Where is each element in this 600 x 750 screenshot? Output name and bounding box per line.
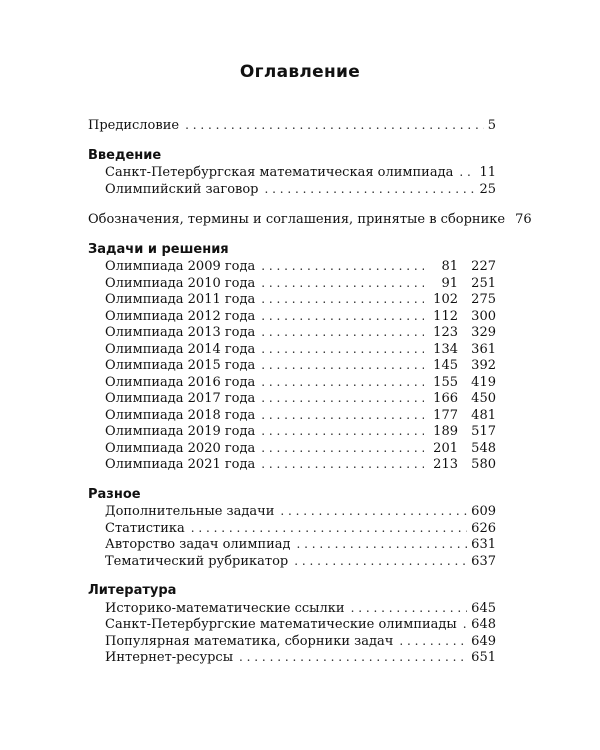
toc-entry-preface[interactable] xyxy=(88,117,496,134)
dot-leader xyxy=(399,633,467,650)
dot-leader xyxy=(463,616,467,633)
dot-leader xyxy=(261,291,424,308)
toc-entry-page: 649 xyxy=(471,633,496,649)
section-heading-misc: Разное xyxy=(88,486,141,502)
toc-entry[interactable] xyxy=(88,440,496,457)
toc-entry-label: Олимпиада 2015 года xyxy=(105,358,256,373)
toc-entry-label: Популярная математика, сборники задач xyxy=(105,633,394,649)
toc-entry-label: Олимпиада 2020 года xyxy=(105,440,256,456)
dot-leader xyxy=(261,324,424,341)
toc-entry-solutions-page: 481 xyxy=(471,407,496,423)
dot-leader xyxy=(280,503,467,520)
dot-leader xyxy=(261,374,424,391)
toc-entry[interactable] xyxy=(88,520,496,537)
toc-entry-label: Олимпийский заговор xyxy=(105,181,259,197)
toc-entry-solutions-page: 392 xyxy=(471,358,496,373)
toc-entry-page: 631 xyxy=(471,537,496,552)
toc-entry-solutions-page: 329 xyxy=(471,325,496,340)
dot-leader xyxy=(261,258,424,275)
toc-entry-solutions-page: 548 xyxy=(471,440,496,456)
toc-entry-problems-page: 177 xyxy=(433,407,458,423)
dot-leader xyxy=(459,164,475,181)
toc-entry-label: Олимпиада 2009 года xyxy=(105,259,256,274)
toc-entry-label: Олимпиада 2018 года xyxy=(105,407,256,423)
dot-leader xyxy=(261,407,424,424)
dot-leader xyxy=(261,357,424,374)
toc-entry[interactable] xyxy=(88,553,496,570)
toc-entry[interactable] xyxy=(88,291,496,308)
toc-entry-solutions-page: 361 xyxy=(471,341,496,357)
toc-entry-problems-page: 145 xyxy=(433,358,458,373)
dot-leader xyxy=(351,600,468,617)
section-heading-problems: Задачи и решения xyxy=(88,241,229,257)
toc-entry[interactable] xyxy=(88,164,496,181)
toc-entry-label: Олимпиада 2011 года xyxy=(105,292,256,307)
toc-entry-label: Обозначения, термины и соглашения, принятые в сборнике xyxy=(88,212,506,227)
misc-list xyxy=(88,503,496,569)
toc-entry[interactable] xyxy=(88,181,496,198)
toc-entry[interactable] xyxy=(88,649,496,666)
toc-entry-page: 648 xyxy=(471,617,496,632)
toc-entry-solutions-page: 275 xyxy=(471,292,496,307)
toc-entry-page: 25 xyxy=(479,181,496,197)
toc-entry[interactable] xyxy=(88,341,496,358)
toc-entry-page: 651 xyxy=(471,650,496,665)
problems-list xyxy=(88,258,496,473)
toc-entry-label: Олимпиада 2021 года xyxy=(105,457,256,472)
toc-entry-label: Статистика xyxy=(105,520,185,536)
table-of-contents xyxy=(88,117,532,666)
dot-leader xyxy=(297,536,468,553)
toc-entry-label: Олимпиада 2019 года xyxy=(105,424,256,439)
toc-entry[interactable] xyxy=(88,616,496,633)
dot-leader xyxy=(261,456,424,473)
dot-leader xyxy=(261,423,424,440)
toc-entry-solutions-page: 251 xyxy=(471,275,496,291)
toc-entry-problems-page: 81 xyxy=(441,259,458,274)
dot-leader xyxy=(261,308,424,325)
toc-entry[interactable] xyxy=(88,536,496,553)
dot-leader xyxy=(191,520,467,537)
toc-entry-problems-page: 201 xyxy=(433,440,458,456)
toc-entry-label: Предисловие xyxy=(88,118,180,133)
dot-leader xyxy=(261,341,424,358)
toc-entry-label: Олимпиада 2014 года xyxy=(105,341,256,357)
toc-entry[interactable] xyxy=(88,390,496,407)
toc-entry-problems-page: 134 xyxy=(433,341,458,357)
toc-entry-problems-page: 155 xyxy=(433,374,458,390)
toc-entry[interactable] xyxy=(88,275,496,292)
dot-leader xyxy=(185,117,484,134)
toc-entry[interactable] xyxy=(88,374,496,391)
dot-leader xyxy=(261,390,424,407)
toc-entry-label: Тематический рубрикатор xyxy=(105,553,289,569)
toc-entry-page: 5 xyxy=(487,118,496,133)
toc-entry-label: Санкт-Петербургская математическая олимпиада xyxy=(105,165,454,180)
dot-leader xyxy=(261,275,424,292)
toc-entry-label: Олимпиада 2012 года xyxy=(105,308,256,324)
toc-entry-problems-page: 189 xyxy=(433,424,458,439)
toc-entry-label: Историко-математические ссылки xyxy=(105,600,345,616)
section-heading-intro: Введение xyxy=(88,147,162,163)
toc-entry-problems-page: 112 xyxy=(433,308,458,324)
toc-entry-solutions-page: 450 xyxy=(471,391,496,406)
toc-entry-label: Санкт-Петербургские математические олимпиады xyxy=(105,617,457,632)
toc-entry[interactable] xyxy=(88,357,496,374)
intro-list xyxy=(88,164,496,197)
toc-entry-problems-page: 91 xyxy=(441,275,458,291)
toc-entry-page: 637 xyxy=(471,553,496,569)
toc-entry-label: Интернет-ресурсы xyxy=(105,650,234,665)
toc-entry-page: 645 xyxy=(471,600,496,616)
toc-entry-page: 626 xyxy=(471,520,496,536)
toc-entry-solutions-page: 419 xyxy=(471,374,496,390)
literature-list xyxy=(88,600,496,666)
section-heading-literature: Литература xyxy=(88,583,177,598)
dot-leader xyxy=(261,440,424,457)
toc-entry[interactable] xyxy=(88,423,496,440)
toc-entry-problems-page: 102 xyxy=(433,292,458,307)
toc-entry-page: 11 xyxy=(479,165,496,180)
page-title: Оглавление xyxy=(239,62,361,82)
toc-entry-solutions-page: 300 xyxy=(471,308,496,324)
toc-entry-problems-page: 213 xyxy=(433,457,458,472)
toc-entry[interactable] xyxy=(88,324,496,341)
toc-entry-notation[interactable] xyxy=(88,211,532,228)
toc-entry-solutions-page: 517 xyxy=(471,424,496,439)
toc-entry-page: 609 xyxy=(471,504,496,519)
toc-entry[interactable] xyxy=(88,600,496,617)
toc-entry-problems-page: 123 xyxy=(433,325,458,340)
toc-entry-label: Олимпиада 2016 года xyxy=(105,374,256,390)
toc-entry-label: Авторство задач олимпиад xyxy=(105,537,291,552)
toc-entry[interactable] xyxy=(88,407,496,424)
toc-entry-problems-page: 166 xyxy=(433,391,458,406)
toc-entry-label: Олимпиада 2013 года xyxy=(105,325,256,340)
dot-leader xyxy=(265,181,476,198)
dot-leader xyxy=(239,649,467,666)
toc-entry-page: 76 xyxy=(515,212,532,227)
toc-entry[interactable] xyxy=(88,258,496,275)
toc-entry-label: Олимпиада 2017 года xyxy=(105,391,256,406)
dot-leader xyxy=(294,553,467,570)
toc-entry[interactable] xyxy=(88,456,496,473)
toc-entry[interactable] xyxy=(88,633,496,650)
toc-entry[interactable] xyxy=(88,503,496,520)
toc-entry-solutions-page: 580 xyxy=(471,457,496,472)
toc-entry-label: Олимпиада 2010 года xyxy=(105,275,256,291)
toc-entry[interactable] xyxy=(88,308,496,325)
toc-entry-label: Дополнительные задачи xyxy=(105,504,275,519)
toc-entry-solutions-page: 227 xyxy=(471,259,496,274)
